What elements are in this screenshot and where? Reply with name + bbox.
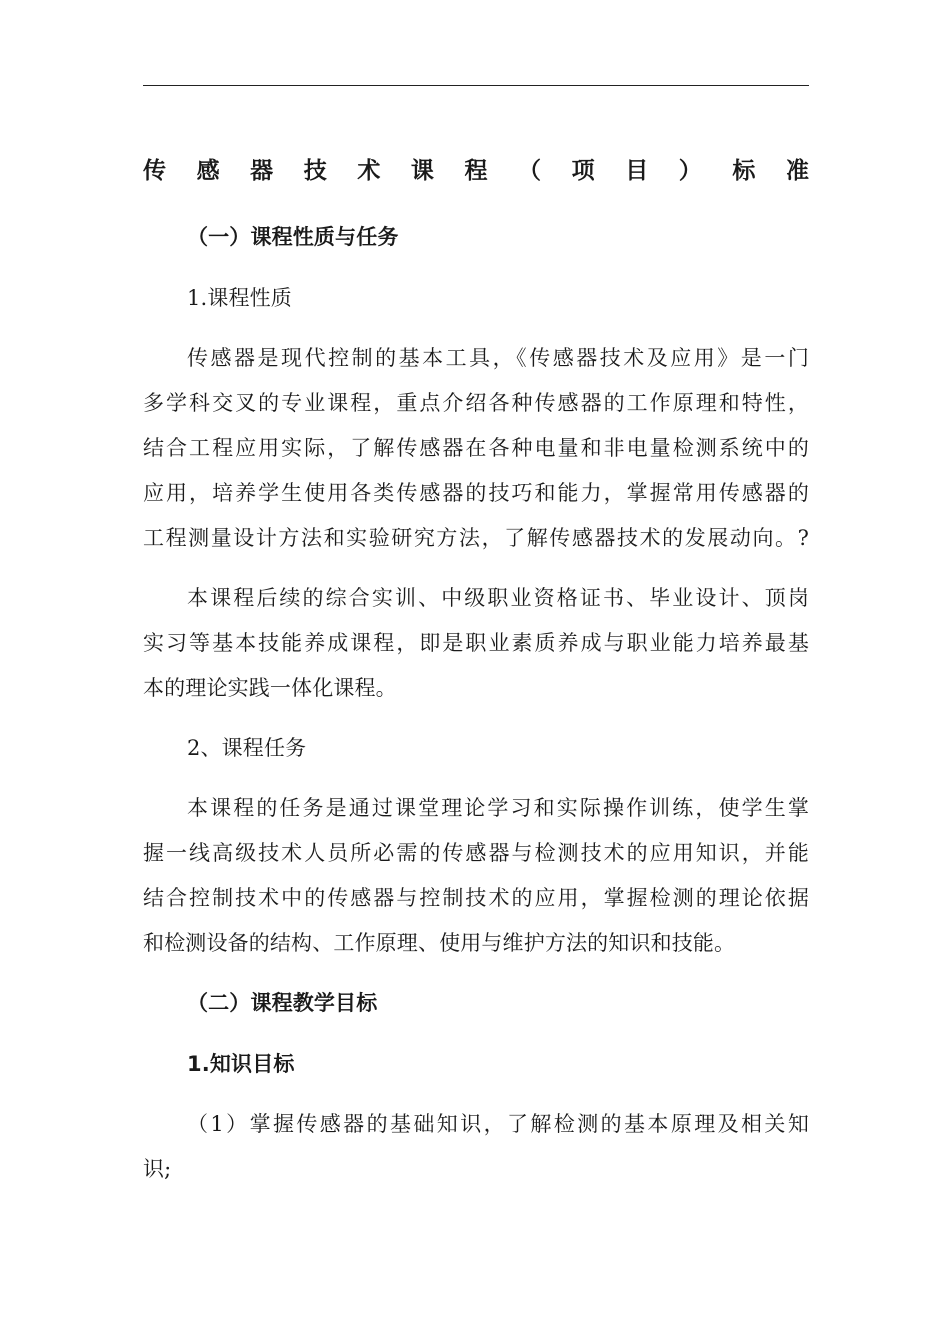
paragraph-line: 多学科交叉的专业课程，重点介绍各种传感器的工作原理和特性， (143, 391, 809, 415)
paragraph-line: 本课程后续的综合实训、中级职业资格证书、毕业设计、顶岗 (187, 586, 809, 610)
title-char: （ (518, 157, 542, 184)
paragraph-line: 结合控制技术中的传感器与控制技术的应用，掌握检测的理论依据 (143, 886, 809, 910)
title-char: 传 (143, 157, 166, 184)
header-rule (143, 85, 809, 86)
title-char: 技 (303, 157, 327, 184)
subsection-heading: 1.课程性质 (187, 286, 292, 310)
paragraph-line: 应用，培养学生使用各类传感器的技巧和能力，掌握常用传感器的 (143, 481, 809, 505)
document-title (143, 152, 809, 184)
subsection-heading: 1.知识目标 (187, 1052, 295, 1076)
section-heading: （二）课程教学目标 (187, 991, 378, 1015)
paragraph-line: 本课程的任务是通过课堂理论学习和实际操作训练，使学生掌 (187, 796, 809, 820)
title-char: ） (678, 157, 702, 184)
title-char: 器 (250, 157, 274, 184)
paragraph-line: 传感器是现代控制的基本工具，《传感器技术及应用》是一门 (187, 346, 809, 370)
title-char: 课 (410, 157, 434, 184)
title-char: 项 (571, 157, 595, 184)
list-item-line: （1）掌握传感器的基础知识，了解检测的基本原理及相关知 (187, 1112, 809, 1136)
title-char: 目 (625, 157, 649, 184)
paragraph-line: 工程测量设计方法和实验研究方法，了解传感器技术的发展动向。? (143, 526, 809, 550)
paragraph-line: 本的理论实践一体化课程。 (143, 676, 397, 700)
title-char: 术 (357, 157, 381, 184)
title-char: 感 (196, 157, 220, 184)
paragraph-line: 结合工程应用实际，了解传感器在各种电量和非电量检测系统中的 (143, 436, 809, 460)
title-char: 程 (464, 157, 488, 184)
title-char: 准 (785, 157, 809, 184)
title-char: 标 (732, 157, 756, 184)
subsection-heading: 2、课程任务 (187, 736, 307, 760)
list-item-line: 识; (143, 1157, 172, 1181)
paragraph-line: 握一线高级技术人员所必需的传感器与检测技术的应用知识，并能 (143, 841, 809, 865)
paragraph-line: 实习等基本技能养成课程，即是职业素质养成与职业能力培养最基 (143, 631, 809, 655)
section-heading: （一）课程性质与任务 (187, 225, 399, 249)
paragraph-line: 和检测设备的结构、工作原理、使用与维护方法的知识和技能。 (143, 931, 736, 955)
